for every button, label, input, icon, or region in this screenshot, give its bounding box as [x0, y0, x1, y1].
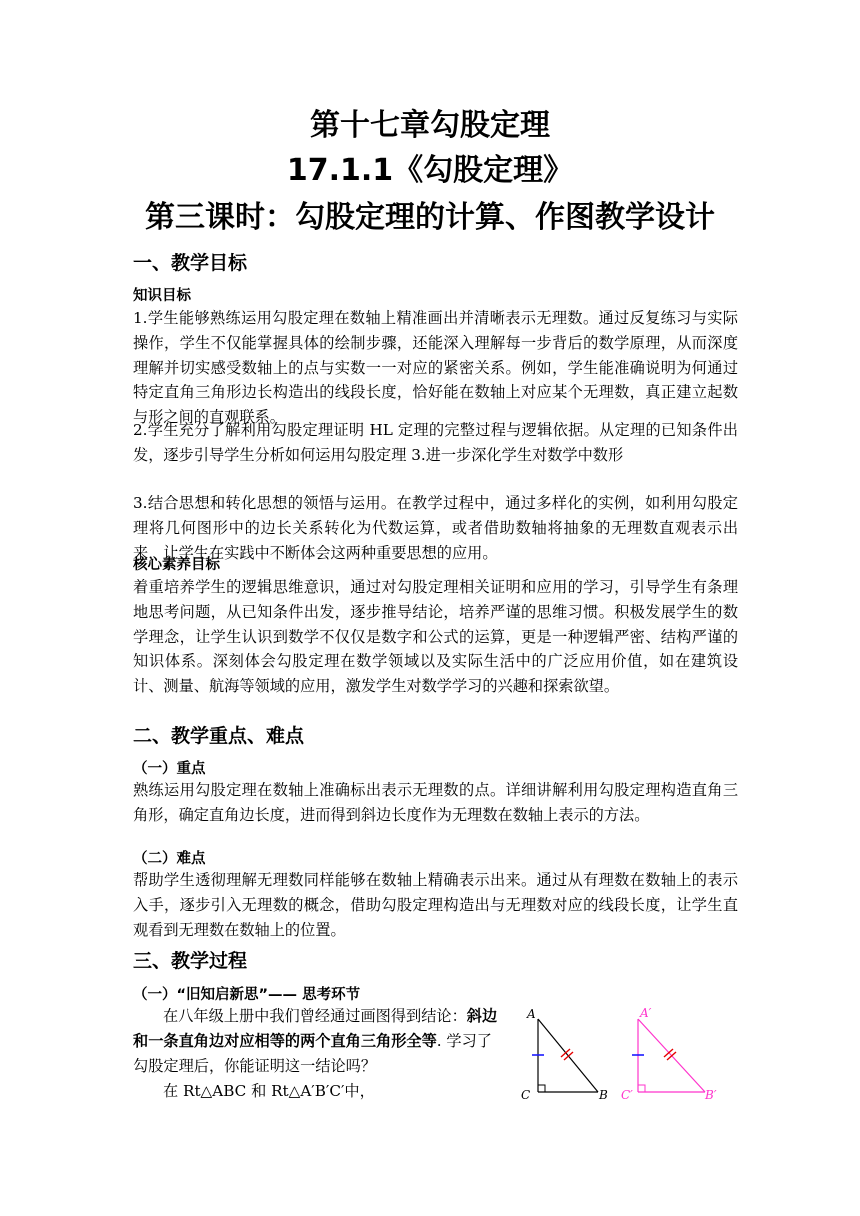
difficulty-heading: （二）难点: [133, 851, 206, 867]
process-paragraph: [133, 1004, 503, 1079]
section-heading-process: 三、教学过程: [133, 950, 248, 972]
knowledge-objective-3: 3.结合思想和转化思想的领悟与运用。在教学过程中，通过多样化的实例，如利用勾股定理将几何图形中的边长关系转化为代数运算，或者借助数轴将抽象的无理数直观表示出来，让学生在实践中不断体会这两种重要思想的应用。: [133, 494, 738, 562]
label-B-prime: B′: [705, 1088, 717, 1102]
label-C-prime: C′: [621, 1088, 633, 1102]
triangle-abc: [521, 1007, 608, 1102]
knowledge-objective-1: 1.学生能够熟练运用勾股定理在数轴上精准画出并清晰表示无理数。通过反复练习与实际操作，学生不仅能掌握具体的绘制步骤，还能深入理解每一步背后的数学原理，从而深度理解并切实感受数轴上的点与实数一一对应的紧密关系。例如，学生能准确说明为何通过特定直角三角形边长构造出的线段长度，恰好能在数轴上对应某个无理数，真正建立起数与形之间的直观联系。: [133, 309, 738, 427]
bold-conclusion: 斜边和一条直角边对应相等的两个直角三角形全等: [133, 1007, 498, 1050]
keypoint-heading: （一）重点: [133, 761, 206, 777]
triangle-a-prime: [621, 1006, 717, 1102]
keypoint-text: 熟练运用勾股定理在数轴上准确标出表示无理数的点。详细讲解利用勾股定理构造直角三角形，确定直角边长度，进而得到斜边长度作为无理数在数轴上表示的方法。: [133, 781, 738, 824]
label-B: B: [599, 1088, 608, 1102]
step-heading: （一）“旧知启新思”—— 思考环节: [133, 987, 361, 1003]
process-question: . 学习了勾股定理后，你能证明这一结论吗？: [133, 1032, 492, 1075]
section-heading-objectives: 一、教学目标: [133, 252, 248, 274]
section-title: 17.1.1《勾股定理》: [286, 153, 574, 188]
triangles-figure: [515, 1004, 745, 1114]
label-A: A: [527, 1007, 536, 1021]
chapter-title: 第十七章勾股定理: [310, 108, 550, 143]
core-objectives-text: 着重培养学生的逻辑思维意识，通过对勾股定理相关证明和应用的学习，引导学生有条理地思考问题，从已知条件出发，逐步推导结论，培养严谨的思维习惯。积极发展学生的数学理念，让学生认识到数学不仅仅是数字和公式的运算，更是一种逻辑严密、结构严谨的知识体系。深刻体会勾股定理在数学领域以及实际生活中的广泛应用价值，如在建筑设计、测量、航海等领域的应用，激发学生对数学学习的兴趣和探索欲望。: [133, 578, 738, 696]
knowledge-objectives-heading: 知识目标: [133, 288, 191, 304]
label-A-prime: A′: [640, 1006, 652, 1020]
core-objectives-heading: 核心素养目标: [133, 557, 220, 573]
difficulty-text: 帮助学生透彻理解无理数同样能够在数轴上精确表示出来。通过从有理数在数轴上的表示入手，逐步引入无理数的概念，借助勾股定理构造出与无理数对应的线段长度，让学生直观看到无理数在数轴上的位置。: [133, 871, 738, 939]
label-C: C: [521, 1088, 531, 1102]
lesson-title: 第三课时：勾股定理的计算、作图教学设计: [145, 200, 715, 235]
knowledge-objective-2: 2.学生充分了解利用勾股定理证明 HL 定理的完整过程与逻辑依据。从定理的已知条件出发，逐步引导学生分析如何运用勾股定理 3.进一步深化学生对数学中数形: [133, 421, 738, 464]
given-line: 在 Rt△ABC 和 Rt△A′B′C′中，: [163, 1082, 375, 1100]
process-intro: 在八年级上册中我们曾经通过画图得到结论：: [163, 1007, 467, 1025]
section-heading-keypoints: 二、教学重点、难点: [133, 725, 305, 747]
